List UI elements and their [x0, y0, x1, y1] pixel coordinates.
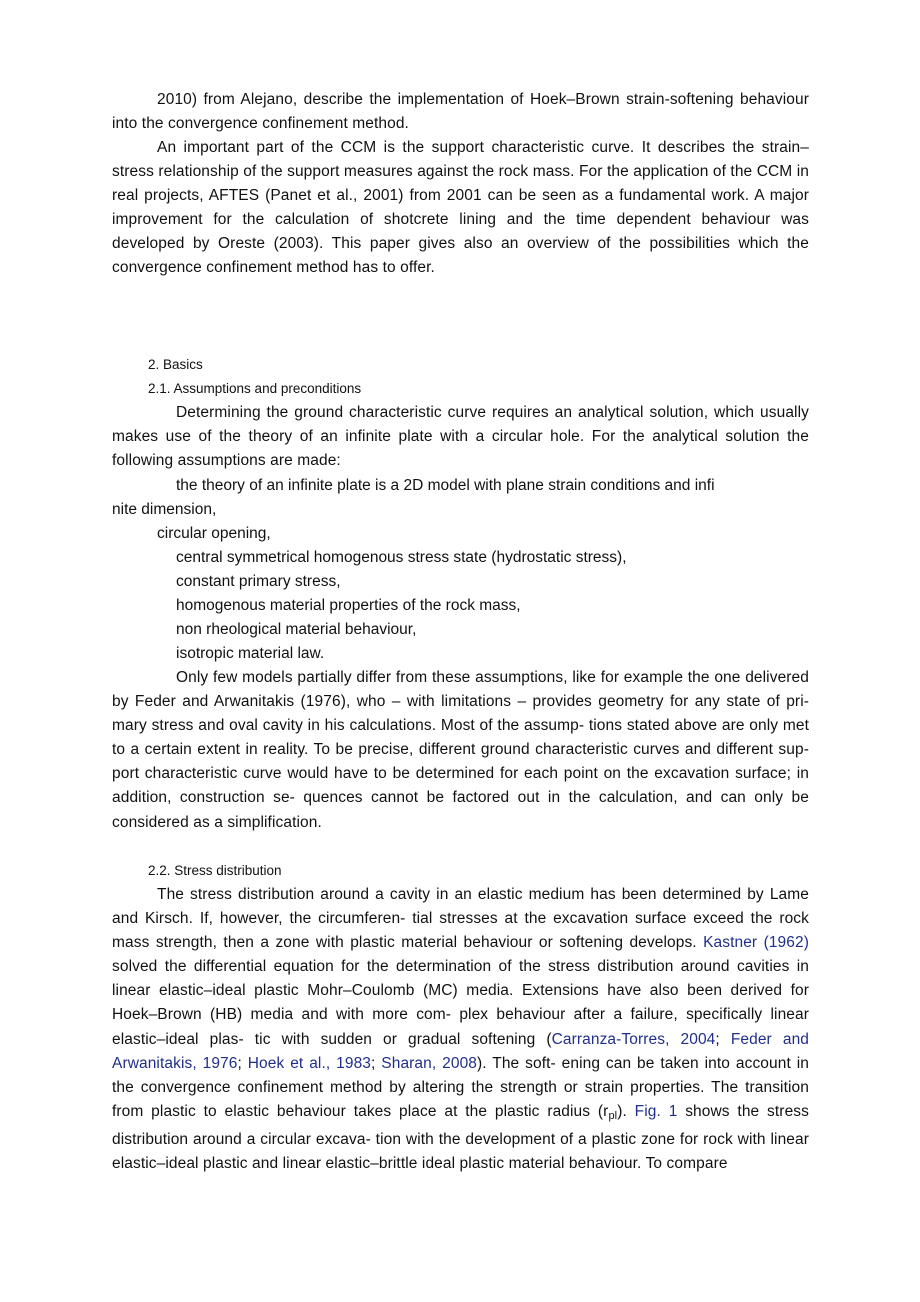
citation-separator: ;	[715, 1030, 731, 1048]
list-item: central symmetrical homogenous stress state (hydrostatic stress),	[176, 549, 627, 566]
paragraph-text: solved the differential equation for the determination of the stress distribution around cavities in linear elastic–ideal plastic Mohr–Coulomb (MC) media. Extensions have also been derived for Hoek–Brown (HB) media and with more com- plex behaviour after a failure, specifically linear elastic–ideal plas- tic with sudden or gradual softening (	[112, 958, 809, 1048]
subscript-pl: pl	[608, 1109, 618, 1122]
list-item: constant primary stress,	[176, 573, 341, 590]
section-heading-basics: 2. Basics	[148, 357, 203, 372]
citation-link-kastner[interactable]: Kastner (1962)	[703, 934, 809, 952]
citation-link-sharan[interactable]: Sharan, 2008	[381, 1054, 478, 1072]
subsection-heading-assumptions: 2.1. Assumptions and preconditions	[148, 381, 362, 396]
list-item: isotropic material law.	[176, 645, 325, 662]
list-item: non rheological material behaviour,	[176, 621, 417, 638]
assumptions-paragraph: Determining the ground characteristic curve requires an analytical solution, which usually makes use of the theory of an infinite plate with a circular hole. For the analytical solution the following assumptions are made:	[112, 404, 809, 470]
paragraph-text: shows the stress distribution around a circular excava- tion with the development of a plastic zone for rock with linear elastic–ideal plastic and linear elastic–brittle ideal plastic material behaviour. To compare	[112, 1102, 809, 1173]
intro-paragraph-2: An important part of the CCM is the support characteristic curve. It describes the strain–stress relationship of the support measures against the rock mass. For the application of the CCM in real projects, AFTES (Panet et al., 2001) from 2001 can be seen as a fundamental work. A major improvement for the calculation of shotcrete lining and the time dependent behaviour was developed by Oreste (2003). This paper gives also an overview of the possibilities which the convergence confinement method has to offer.	[112, 139, 809, 277]
citation-link-feder[interactable]: Feder and Arwanitakis, 1976	[112, 1030, 810, 1072]
paragraph-text: ). The soft- ening can be taken into account in the convergence confinement method by altering the strength or strain properties. The transition from plastic to elastic behaviour takes place at the plastic radius (r	[112, 1054, 809, 1120]
list-item-first-continuation: nite dimension,	[112, 501, 217, 518]
assumptions-paragraph-2: Only few models partially differ from these assumptions, like for example the one delivered by Feder and Arwanitakis (1976), who – with limitations – provides geometry for any state of pri- mary stress and oval cavity in his calculations. Most of the assump- tions stated above are only met to a certain extent in reality. To be precise, different ground characteristic curves and different sup- port characteristic curve would have to be determined for each point on the excavation surface; in addition, construction se- quences cannot be factored out in the calculation, and can only be considered as a simplification.	[112, 669, 809, 831]
citation-link-hoek[interactable]: Hoek et al., 1983	[247, 1054, 372, 1072]
paragraph-text: ).	[617, 1102, 635, 1120]
list-item-first-line: the theory of an infinite plate is a 2D model with plane strain conditions and infi	[176, 477, 715, 494]
intro-paragraph-1: 2010) from Alejano, describe the implementation of Hoek–Brown strain-softening behaviour into the convergence confinement method.	[112, 91, 809, 133]
subsection-heading-stress-distribution: 2.2. Stress distribution	[148, 863, 282, 878]
stress-distribution-paragraph	[112, 883, 809, 1176]
citation-separator: ;	[371, 1054, 382, 1072]
paragraph-text: The stress distribution around a cavity in an elastic medium has been determined by Lame and Kirsch. If, however, the circumferen- tial stresses at the excavation surface exceed the rock mass strength, then a zone with plastic material behaviour or softening develops.	[112, 886, 809, 952]
list-item: homogenous material properties of the rock mass,	[176, 597, 521, 614]
figure-link-fig-1[interactable]: Fig. 1	[634, 1102, 678, 1120]
citation-link-carranza-torres[interactable]: Carranza-Torres, 2004	[551, 1030, 716, 1048]
list-item: circular opening,	[157, 525, 271, 542]
citation-separator: ;	[237, 1054, 248, 1072]
